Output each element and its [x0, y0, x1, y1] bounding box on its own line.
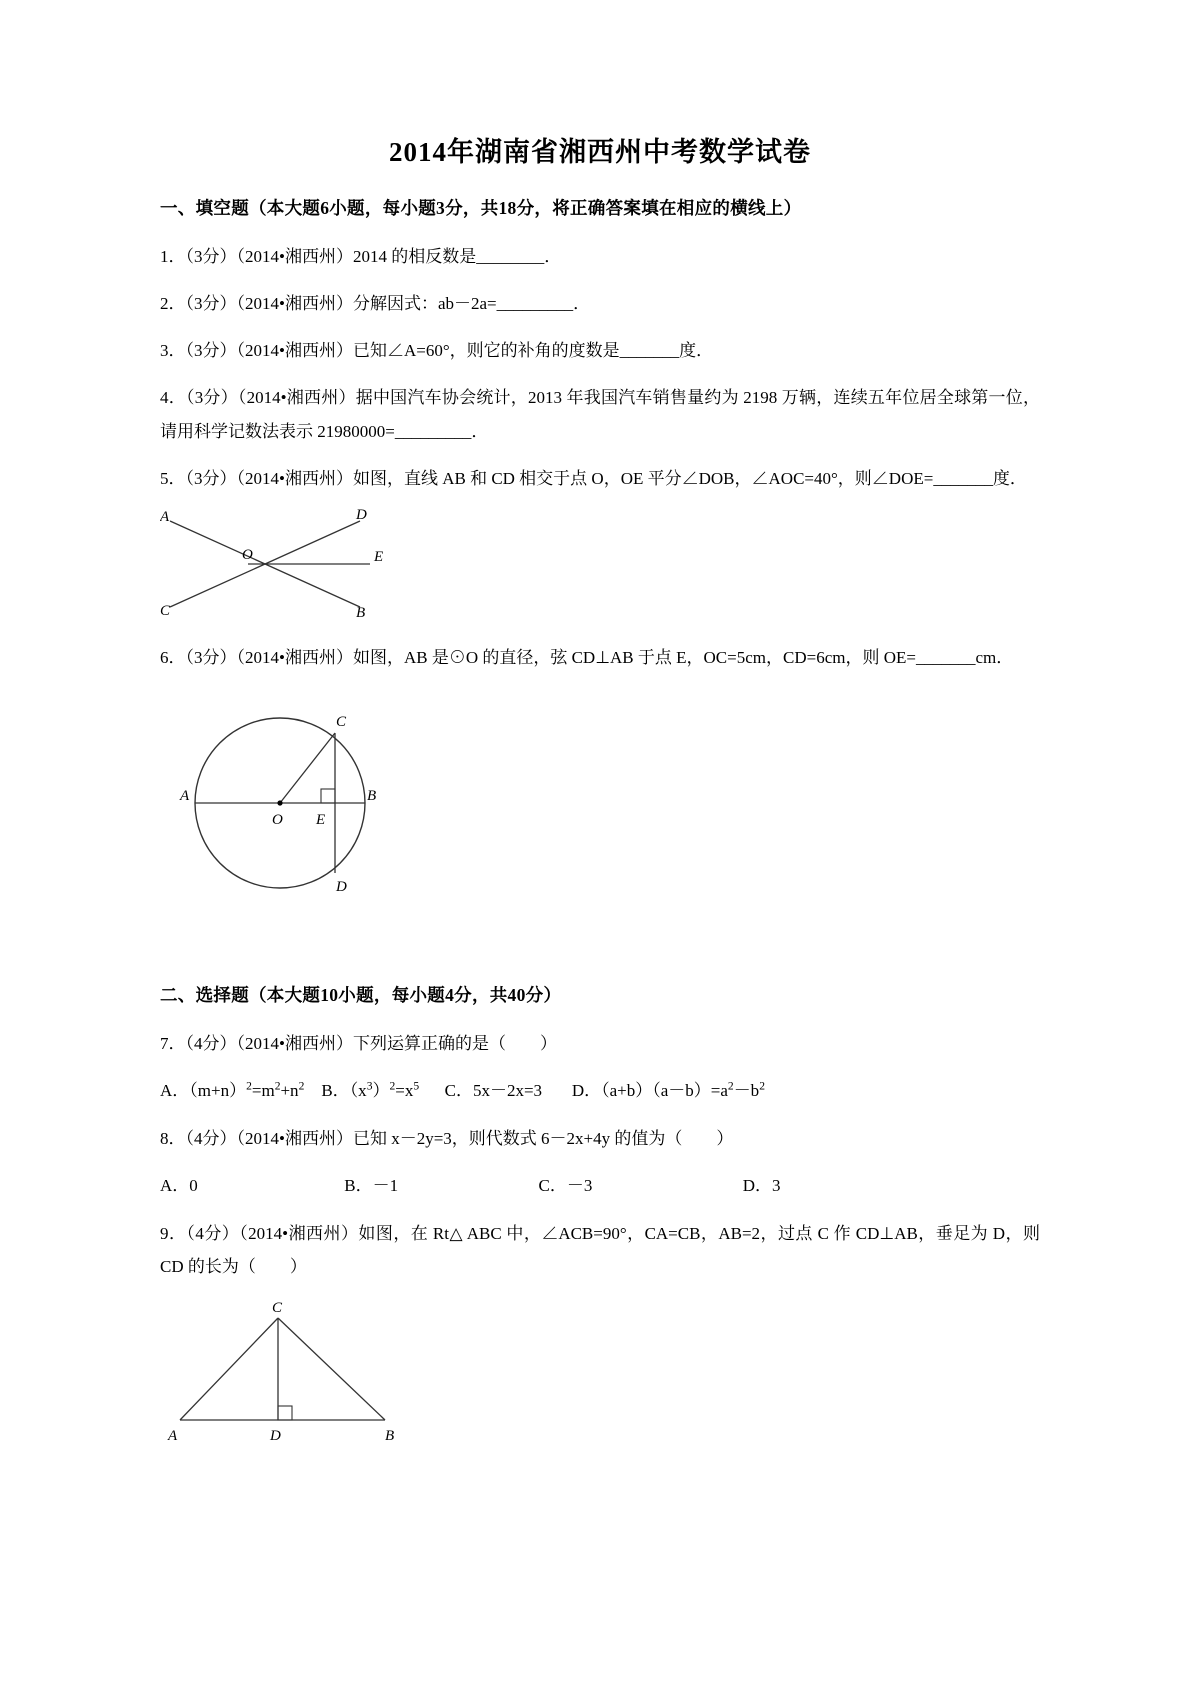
question-8: 8．（4分）（2014•湘西州）已知 x－2y=3，则代数式 6－2x+4y 的值为（ ） [160, 1129, 734, 1149]
choice-7c: C．5x－2x=3 [444, 1081, 543, 1101]
circle-chord-svg [160, 688, 440, 918]
svg-text:A: A [160, 508, 170, 525]
question-1: 1．（3分）（2014•湘西州）2014 的相反数是________． [160, 247, 562, 266]
choices-question-7 [160, 1074, 1040, 1108]
section-heading-fill-in-blank: 一、填空题（本大题6小题，每小题3分，共18分，将正确答案填在相应的横线上） [160, 198, 802, 218]
svg-text:B: B [385, 1427, 395, 1444]
svg-text:O: O [242, 546, 253, 563]
svg-text:C: C [160, 602, 171, 619]
choice-7a: A．$(m+n)^2=m^2+n^2$ [160, 1079, 305, 1101]
choices-question-8 [160, 1169, 1040, 1203]
svg-text:B: B [367, 787, 377, 804]
svg-text:O: O [272, 811, 283, 828]
figure-question-6 [160, 688, 1040, 918]
question-9: 9．（4分）（2014•湘西州）如图，在 Rt△ ABC 中，∠ACB=90°，CA=CB，AB=2，过点 C 作 CD⊥AB，垂足为 D，则 CD 的长为（ ） [160, 1224, 1040, 1277]
svg-text:A: A [168, 1427, 178, 1444]
document-content [160, 130, 1040, 1470]
question-3: 3．（3分）（2014•湘西州）已知∠A=60°，则它的补角的度数是_______度． [160, 341, 714, 361]
svg-text:B: B [356, 604, 366, 619]
question-4: 4．（3分）（2014•湘西州）据中国汽车协会统计，2013 年我国汽车销售量约为 2198 万辆，连续五年位居全球第一位，请用科学记数法表示 21980000=_________． [160, 388, 1040, 441]
intersecting-lines-svg [160, 509, 420, 619]
section-heading-multiple-choice: 二、选择题（本大题10小题，每小题4分，共40分） [160, 984, 562, 1005]
choice-8d: D．3 [742, 1176, 781, 1196]
choice-8b: B．－1 [344, 1176, 399, 1196]
choice-8c: C．－3 [538, 1176, 593, 1196]
svg-text:D: D [270, 1427, 281, 1444]
svg-text:E: E [374, 548, 384, 565]
page-title: 2014年湖南省湘西州中考数学试卷 [389, 137, 811, 167]
question-7: 7．（4分）（2014•湘西州）下列运算正确的是（ ） [160, 1033, 557, 1053]
svg-text:C: C [272, 1299, 283, 1316]
choice-7b: B．$(x^3)^2=x^5$ [321, 1079, 420, 1101]
figure-question-5 [160, 509, 1040, 619]
svg-text:C: C [336, 713, 347, 730]
right-triangle-svg [160, 1298, 440, 1448]
question-6: 6．（3分）（2014•湘西州）如图，AB 是⊙O 的直径，弦 CD⊥AB 于点 E，OC=5cm，CD=6cm，则 OE=_______cm． [160, 647, 1014, 667]
svg-text:D: D [336, 878, 347, 895]
question-5: 5．（3分）（2014•湘西州）如图，直线 AB 和 CD 相交于点 O，OE 平分∠DOB，∠AOC=40°，则∠DOE=_______度． [160, 468, 1027, 488]
figure-question-9 [160, 1298, 1040, 1448]
question-2: 2．（3分）（2014•湘西州）分解因式：ab－2a=_________． [160, 294, 591, 314]
choice-7d: D．$(a+b)(a-b)=a^2-b^2$ [571, 1079, 765, 1101]
svg-text:E: E [316, 811, 326, 828]
svg-text:D: D [356, 508, 367, 523]
choice-8a: A．0 [160, 1176, 198, 1196]
svg-text:A: A [180, 787, 190, 804]
